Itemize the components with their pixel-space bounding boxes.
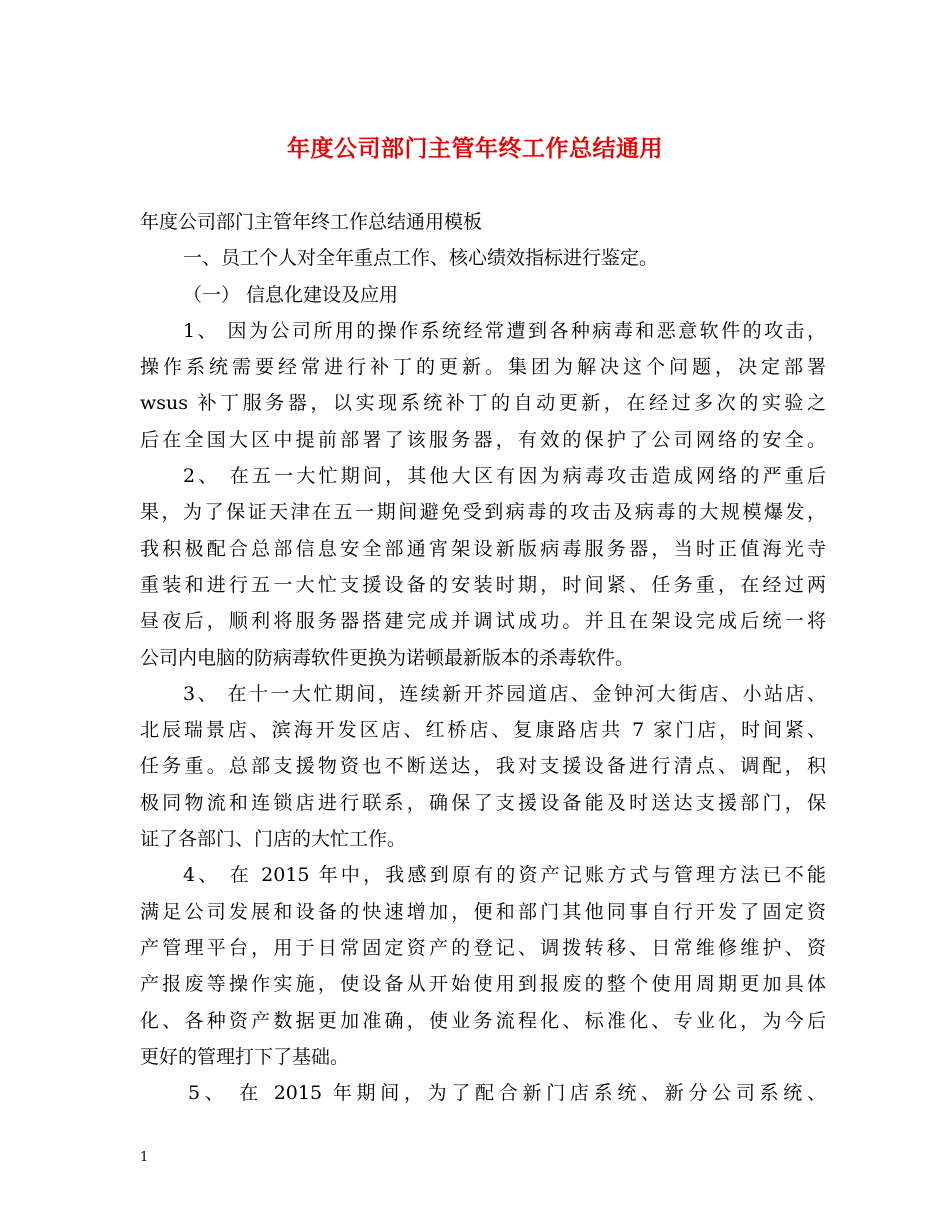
paragraph-5-line-1: 5、 在 2015 年期间，为了配合新门店系统、新分公司系统、 [188, 1082, 826, 1105]
subsection-heading: （一） 信息化建设及应用 [183, 283, 399, 306]
paragraph-4-line-5: 化、各种资产数据更加准确，使业务流程化、标准化、专业化，为今后 [140, 1009, 826, 1032]
paragraph-3-line-4: 极同物流和连锁店进行联系，确保了支援设备能及时送达支援部门，保 [140, 791, 826, 814]
paragraph-4-line-1: 4、 在 2015 年中，我感到原有的资产记账方式与管理方法已不能 [183, 864, 826, 887]
paragraph-3-line-1: 3、 在十一大忙期间，连续新开芥园道店、金钟河大街店、小站店、 [183, 682, 826, 705]
paragraph-3-line-5: 证了各部门、门店的大忙工作。 [140, 828, 407, 851]
page-number: 1 [140, 1150, 149, 1165]
paragraph-4-line-6: 更好的管理打下了基础。 [140, 1045, 350, 1068]
paragraph-2-line-5: 昼夜后，顺利将服务器搭建完成并调试成功。并且在架设完成后统一将 [140, 610, 826, 633]
paragraph-4-line-3: 产管理平台，用于日常固定资产的登记、调拨转移、日常维修维护、资 [140, 936, 826, 959]
paragraph-4-line-2: 满足公司发展和设备的快速增加，便和部门其他同事自行开发了固定资 [140, 900, 826, 923]
paragraph-3-line-3: 任务重。总部支援物资也不断送达，我对支援设备进行清点、调配，积 [140, 755, 826, 778]
document-body [140, 204, 826, 1111]
paragraph-1-line-4: 后在全国大区中提前部署了该服务器，有效的保护了公司网络的安全。 [140, 428, 826, 451]
paragraph-4-line-4: 产报废等操作实施，使设备从开始使用到报废的整个使用周期更加具体 [140, 973, 826, 996]
paragraph-1-line-1: 1、 因为公司所用的操作系统经常遭到各种病毒和恶意软件的攻击， [183, 319, 826, 342]
paragraph-3-line-2: 北辰瑞景店、滨海开发区店、红桥店、复康路店共 7 家门店，时间紧、 [140, 719, 826, 742]
paragraph-1-line-2: 操作系统需要经常进行补丁的更新。集团为解决这个问题，决定部署 [140, 356, 826, 379]
section-heading: 一、员工个人对全年重点工作、核心绩效指标进行鉴定。 [183, 247, 659, 270]
subtitle-line: 年度公司部门主管年终工作总结通用模板 [140, 211, 483, 233]
paragraph-2-line-2: 果，为了保证天津在五一期间避免受到病毒的攻击及病毒的大规模爆发， [140, 501, 826, 524]
paragraph-2-line-3: 我积极配合总部信息安全部通宵架设新版病毒服务器，当时正值海光寺 [140, 537, 826, 560]
document-title: 年度公司部门主管年终工作总结通用 [287, 135, 663, 162]
paragraph-2-line-6: 公司内电脑的防病毒软件更换为诺顿最新版本的杀毒软件。 [140, 646, 635, 669]
paragraph-2-line-4: 重装和进行五一大忙支援设备的安装时期，时间紧、任务重，在经过两 [140, 573, 826, 596]
paragraph-1-line-3: wsus 补丁服务器，以实现系统补丁的自动更新，在经过多次的实验之 [140, 392, 826, 415]
paragraph-2-line-1: 2、 在五一大忙期间，其他大区有因为病毒攻击造成网络的严重后 [183, 465, 826, 488]
